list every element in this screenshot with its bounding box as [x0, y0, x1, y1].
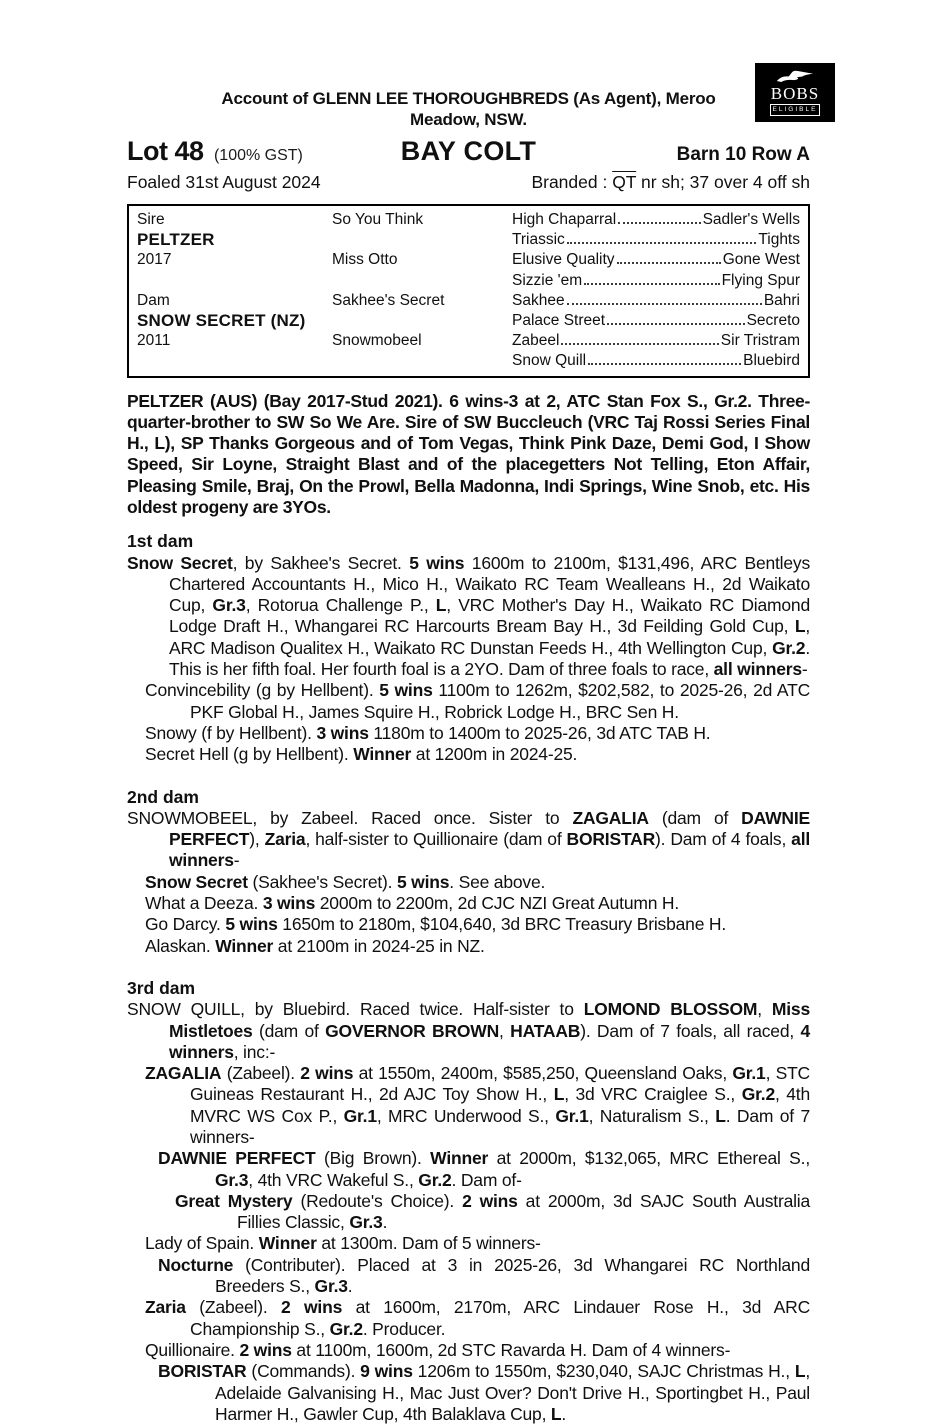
pedigree-row [129, 291, 808, 311]
pedigree-gen4-name: Flying Spur [721, 271, 800, 289]
branded-prefix: Branded : [531, 172, 613, 192]
pedigree-gen3-name: Elusive Quality [512, 251, 615, 269]
pedigree-gen4-name: Sadler's Wells [702, 211, 800, 229]
account-header [127, 88, 810, 130]
pedigree-gen4-name: Tights [758, 231, 800, 249]
brand-mark: $\overline{QT}$ [612, 172, 637, 192]
para-nocturne: Nocturne (Contributer). Placed at 3 in 2025-26, 3d Whangarei RC Northland Breeders S., Gr.3. [158, 1254, 810, 1297]
pedigree-gen3-name: Palace Street [512, 312, 606, 330]
pedigree-row [129, 351, 808, 371]
para-zagalia: ZAGALIA (Zabeel). 2 wins at 1550m, 2400m, $585,250, Queensland Oaks, Gr.1, STC Guineas Restaurant H., 2d AJC Toy Show H., L, 3d VRC Craiglee S., Gr.2, 4th MVRC WS Cox P., Gr.1, MRC Underwood S., Gr.1, Naturalism S., L. Dam of 7 winners- [145, 1063, 810, 1147]
dam-section [127, 787, 810, 957]
dam-section [127, 978, 810, 1425]
account-line-1: Account of GLENN LEE THOROUGHBREDS (As Agent), Meroo [221, 89, 716, 108]
pedigree-gen3-cell [512, 312, 800, 330]
dotted-leader [618, 222, 700, 224]
foaled-date: Foaled 31st August 2024 [127, 172, 321, 192]
para-snow-quill: SNOW QUILL, by Bluebird. Raced twice. Half-sister to LOMOND BLOSSOM, Miss Mistletoes (dam of GOVERNOR BROWN, HATAAB). Dam of 7 foals, all raced, 4 winners, inc:- [127, 999, 810, 1062]
pedigree-gen3-cell [512, 211, 800, 229]
branded-suffix: nr sh; 37 over 4 off sh [636, 172, 810, 192]
dotted-leader [617, 262, 721, 264]
para-snowmobeel: SNOWMOBEEL, by Zabeel. Raced once. Sister to ZAGALIA (dam of DAWNIE PERFECT), Zaria, half-sister to Quillionaire (dam of BORISTAR). Dam of 4 foals, all winners- [127, 807, 811, 871]
pedigree-gen4-name: Bahri [763, 291, 800, 309]
lot-number: Lot 48 [127, 136, 204, 166]
pedigree-gen3-cell [512, 352, 800, 370]
para-go-darcy: Go Darcy. 5 wins 1650m to 2180m, $104,640, 3d BRC Treasury Brisbane H. [145, 914, 726, 935]
para-dawnie-perfect: DAWNIE PERFECT (Big Brown). Winner at 2000m, $132,065, MRC Ethereal S., Gr.3, 4th VRC Wakeful S., Gr.2. Dam of- [158, 1148, 810, 1190]
pedigree-gen2-cell: So You Think [332, 211, 424, 229]
pedigree-gen2-cell: Sakhee's Secret [332, 291, 445, 309]
dotted-leader [567, 303, 762, 305]
pedigree-gen3-cell [512, 292, 800, 310]
dam-section [127, 531, 810, 765]
pedigree-gen4-name: Sir Tristram [720, 332, 800, 350]
pedigree-row [129, 331, 808, 351]
pedigree-gen3-name: Snow Quill [512, 352, 587, 370]
para-zaria: Zaria (Zabeel). 2 wins at 1600m, 2170m, ARC Lindauer Rose H., 3d ARC Championship S., Gr.2. Producer. [145, 1297, 811, 1339]
para-boristar: BORISTAR (Commands). 9 wins 1206m to 1550m, $230,040, SAJC Christmas H., L, Adelaide Galvanising H., Mac Just Over? Don't Drive H., Sportingbet H., Paul Harmer H., Gawler Cup, 4th Balaklava Cup, L. [158, 1361, 810, 1424]
pedigree-gen1-cell: 2017 [137, 251, 172, 269]
pedigree-gen3-cell [512, 272, 800, 290]
section-heading: 3rd dam [127, 977, 196, 998]
pedigree-row [129, 271, 808, 291]
pedigree-gen1-cell: 2011 [137, 332, 171, 350]
pedigree-gen4-name: Gone West [722, 251, 800, 269]
pedigree-gen3-cell [512, 251, 800, 269]
branded-text [531, 172, 810, 193]
dotted-leader [567, 242, 757, 244]
pedigree-row [129, 311, 808, 331]
pedigree-gen3-name: Sakhee [512, 291, 565, 309]
pedigree-gen1-cell: SNOW SECRET (NZ) [137, 311, 306, 331]
pedigree-gen2-cell: Miss Otto [332, 251, 398, 269]
para-snowy: Snowy (f by Hellbent). 3 wins 1180m to 1400m to 2025-26, 3d ATC TAB H. [145, 722, 711, 743]
pedigree-gen2-cell: Snowmobeel [332, 332, 422, 350]
para-lady-of-spain: Lady of Spain. Winner at 1300m. Dam of 5 winners- [145, 1233, 541, 1254]
pedigree-row [129, 210, 808, 230]
account-line-2: Meadow, NSW. [410, 110, 527, 129]
para-secret-hell: Secret Hell (g by Hellbent). Winner at 1200m in 2024-25. [145, 744, 578, 765]
pedigree-gen1-cell: Dam [137, 291, 170, 309]
gst-label: (100% GST) [213, 147, 303, 164]
bobs-logo-subtitle: ELIGIBLE [770, 104, 821, 115]
foal-brand-row [127, 172, 810, 193]
para-quillionaire: Quillionaire. 2 wins at 1100m, 1600m, 2d STC Ravarda H. Dam of 4 winners- [145, 1339, 731, 1360]
section-heading: 2nd dam [127, 786, 199, 807]
lot-header-row [127, 136, 810, 167]
para-snow-secret: Snow Secret, by Sakhee's Secret. 5 wins 1600m to 2100m, $131,496, ARC Bentleys Chartered Accountants H., Mico H., Waikato RC Team Wealleans H., 2d Waikato Cup, Gr.3, Rotorua Challenge P., L, VRC Mother's Day H., Waikato RC Diamond Lodge Draft H., Whangarei RC Harcourts Bream Bay H., 3d Feilding Gold Cup, L, ARC Madison Qualitex H., Waikato RC Dunstan Feeds H., 4th Wellington Cup, Gr.2. This is her fifth foal. Her fourth foal is a 2YO. Dam of three foals to race, all winners- [127, 552, 810, 680]
dotted-leader [561, 343, 718, 345]
bobs-logo-title: BOBS [770, 84, 820, 104]
pedigree-gen3-cell [512, 332, 800, 350]
pedigree-row [129, 250, 808, 270]
pedigree-gen1-cell: Sire [137, 211, 165, 229]
section-heading: 1st dam [127, 531, 194, 552]
dotted-leader [584, 283, 719, 285]
pedigree-gen3-name: Sizzie 'em [512, 271, 583, 289]
dotted-leader [588, 363, 741, 365]
pedigree-gen3-cell [512, 231, 800, 249]
pedigree-gen4-name: Bluebird [743, 352, 800, 370]
barn-label: Barn 10 Row A [676, 144, 810, 165]
pedigree-gen1-cell: PELTZER [137, 230, 215, 250]
dam-sections [127, 531, 810, 1425]
para-alaskan: Alaskan. Winner at 2100m in 2024-25 in NZ. [145, 935, 485, 956]
pedigree-table [127, 204, 810, 378]
para-convincebility: Convincebility (g by Hellbent). 5 wins 1100m to 1262m, $202,582, to 2025-26, 2d ATC PKF Global H., James Squire H., Robrick Lodge H., BRC Sen H. [145, 680, 811, 722]
pedigree-gen3-name: Zabeel [512, 332, 560, 350]
dotted-leader [607, 323, 745, 325]
para-snow-secret-2: Snow Secret (Sakhee's Secret). 5 wins. See above. [145, 871, 546, 892]
sire-summary: PELTZER (AUS) (Bay 2017-Stud 2021). 6 wins-3 at 2, ATC Stan Fox S., Gr.2. Three-quarter-brother to SW So We Are. Sire of SW Buccleuch (VRC Taj Rossi Series Final H., L), SP Thanks Gorgeous and of Tom Vegas, Think Pink Daze, Demi God, I Show Speed, Sir Loyne, Straight Blast and of the placegetters Not Telling, Eton Affair, Pleasing Smile, Braj, On the Prowl, Bella Madonna, Indi Springs, Wine Snob, etc. His oldest progeny are 3YOs. [127, 390, 810, 517]
para-what-a-deeza: What a Deeza. 3 wins 2000m to 2200m, 2d CJC NZI Great Autumn H. [145, 893, 680, 914]
pedigree-gen3-name: Triassic [512, 231, 565, 249]
para-great-mystery: Great Mystery (Redoute's Choice). 2 wins at 2000m, 3d SAJC South Australia Fillies Classic, Gr.3. [175, 1190, 811, 1233]
pedigree-gen4-name: Secreto [746, 312, 800, 330]
pedigree-gen3-name: High Chaparral [512, 211, 617, 229]
page-title: BAY COLT [400, 136, 537, 166]
pedigree-row [129, 230, 808, 250]
